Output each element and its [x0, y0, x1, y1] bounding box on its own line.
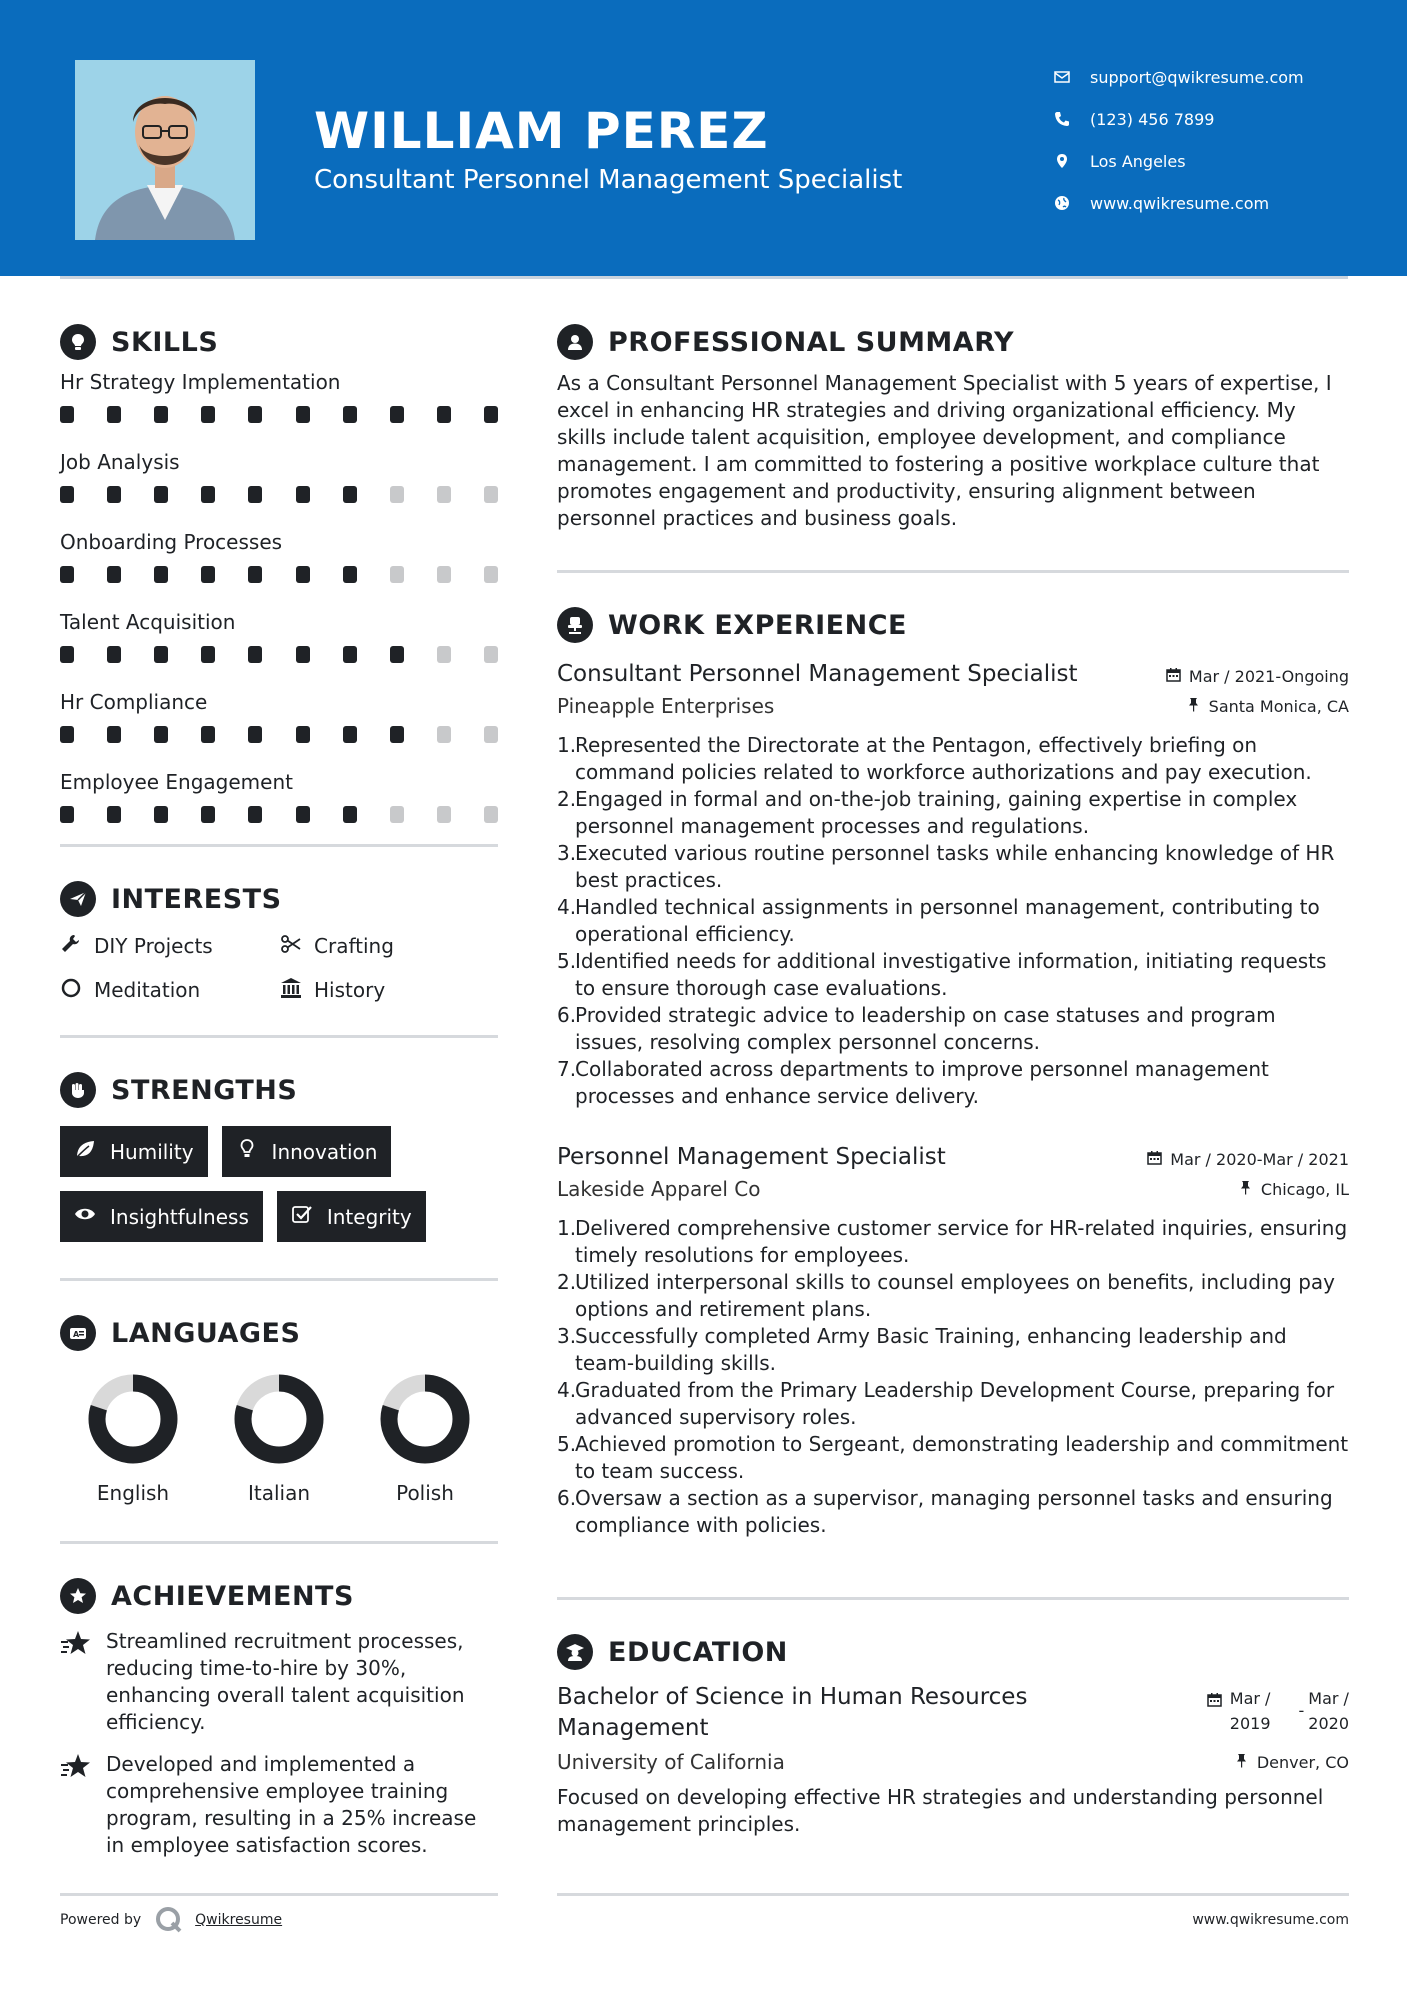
job-bullets [557, 1215, 1349, 1539]
rating-dot-filled [154, 406, 168, 423]
school-name: University of California [557, 1750, 785, 1774]
contact-website[interactable] [1054, 182, 1354, 224]
office-chair-icon [557, 607, 593, 643]
strength-chip [222, 1126, 392, 1177]
paper-plane-icon [60, 881, 96, 917]
rating-dot-empty [484, 646, 498, 663]
strength-label: Humility [110, 1139, 194, 1164]
skill-item [60, 688, 498, 762]
calendar-icon [1147, 1150, 1170, 1169]
job-bullet: Executed various routine personnel tasks while enhancing knowledge of HR best practices. [575, 841, 1335, 892]
skill-name: Talent Acquisition [60, 610, 236, 634]
job-bullet: Represented the Directorate at the Pentagon, effectively briefing on command policies related to workforce authorizations and pay execution. [575, 733, 1312, 784]
right-column [557, 320, 1349, 1838]
rating-dot-filled [390, 726, 404, 743]
skill-item [60, 448, 498, 522]
education-location [1234, 1753, 1349, 1772]
skills-list [60, 368, 498, 842]
lightbulb-icon [60, 324, 96, 360]
strengths-title: STRENGTHS [111, 1074, 298, 1106]
resume-header [0, 0, 1407, 276]
strength-chip [60, 1126, 208, 1177]
header-divider [60, 276, 1348, 279]
languages-list [60, 1373, 498, 1505]
rating-dot-empty [437, 566, 451, 583]
qwikresume-logo-icon [155, 1906, 183, 1934]
education-location-text: Denver, CO [1256, 1752, 1349, 1772]
language-proficiency-ring [87, 1373, 179, 1465]
rating-dot-empty [437, 806, 451, 823]
interest-label: Meditation [94, 978, 201, 1002]
date-separator: - [1298, 1701, 1305, 1720]
rating-dot-filled [107, 406, 121, 423]
job-location-text: Santa Monica, CA [1208, 696, 1349, 716]
pushpin-icon [1186, 697, 1209, 716]
svg-text:A: A [73, 1330, 80, 1339]
rating-dot-filled [248, 726, 262, 743]
section-divider [557, 570, 1349, 573]
section-divider [557, 1597, 1349, 1600]
job-bullet: Successfully completed Army Basic Training, enhancing leadership and team-building skills. [575, 1324, 1287, 1375]
powered-by-text: Powered by [60, 1912, 142, 1928]
education-title: EDUCATION [608, 1636, 788, 1668]
rating-dot-filled [248, 406, 262, 423]
job-location [1238, 1180, 1349, 1199]
interests-title: INTERESTS [111, 883, 282, 915]
rating-dot-filled [296, 806, 310, 823]
map-pin-icon [1054, 153, 1090, 169]
strengths-heading [60, 1068, 498, 1112]
rating-dot-filled [296, 566, 310, 583]
skill-item [60, 608, 498, 682]
strength-label: Innovation [271, 1139, 378, 1164]
calendar-icon [1166, 667, 1189, 686]
profile-photo [75, 60, 255, 240]
rating-dot-filled [154, 486, 168, 503]
achievements-title: ACHIEVEMENTS [111, 1580, 354, 1612]
job-dates [1147, 1142, 1349, 1169]
rating-dot-empty [484, 726, 498, 743]
rating-dot-filled [343, 486, 357, 503]
rating-dot-empty [390, 806, 404, 823]
achievements-heading [60, 1574, 498, 1618]
interest-label: DIY Projects [94, 934, 213, 958]
phone-text: (123) 456 7899 [1090, 109, 1215, 129]
calendar-icon [1207, 1686, 1230, 1714]
language-name: Polish [396, 1481, 454, 1505]
rating-dot-filled [343, 806, 357, 823]
job-role: Consultant Personnel Management Specialist [557, 661, 1078, 687]
skills-heading [60, 320, 498, 364]
summary-title: PROFESSIONAL SUMMARY [608, 326, 1015, 358]
experience-heading [557, 603, 1349, 647]
education-entry [557, 1682, 1349, 1838]
job-bullet: Oversaw a section as a supervisor, managing personnel tasks and ensuring compliance with policies. [575, 1486, 1333, 1537]
rating-dot-filled [201, 566, 215, 583]
achievement-text: Streamlined recruitment processes, reducing time-to-hire by 30%, enhancing overall talent acquisition efficiency. [106, 1629, 465, 1734]
education-dates [1207, 1682, 1349, 1736]
footer-right [557, 1893, 1349, 1928]
language-proficiency-ring [379, 1373, 471, 1465]
rating-dot-filled [201, 806, 215, 823]
job-bullet: Handled technical assignments in personnel management, contributing to operational efficiency. [575, 895, 1320, 946]
circle-icon [60, 977, 94, 1004]
wrench-icon [60, 933, 94, 960]
footer-divider [557, 1893, 1349, 1896]
languages-title: LANGUAGES [111, 1317, 301, 1349]
rating-dot-filled [60, 486, 74, 503]
rating-dot-filled [107, 486, 121, 503]
envelope-icon [1054, 69, 1090, 85]
job-entry [557, 1142, 1349, 1539]
achievement-text: Developed and implemented a comprehensive employee training program, resulting in a 25% increase in employee satisfaction scores. [106, 1752, 477, 1857]
section-divider [60, 1541, 498, 1544]
star-badge-icon [60, 1578, 96, 1614]
interest-item [280, 975, 498, 1005]
rating-dot-filled [107, 566, 121, 583]
phone-icon [1054, 111, 1090, 127]
user-icon [557, 324, 593, 360]
skill-name: Hr Compliance [60, 690, 208, 714]
rating-dot-filled [154, 726, 168, 743]
interest-item [60, 931, 280, 961]
rating-dot-filled [248, 806, 262, 823]
job-company: Lakeside Apparel Co [557, 1177, 761, 1201]
rating-dot-empty [437, 726, 451, 743]
rating-dot-filled [390, 406, 404, 423]
job-bullet: Engaged in formal and on-the-job training, gaining expertise in complex personnel management processes and regulations. [575, 787, 1298, 838]
job-location-text: Chicago, IL [1260, 1179, 1349, 1199]
job-dates-text: Mar / 2021-Ongoing [1188, 667, 1349, 686]
rating-dot-filled [107, 806, 121, 823]
rating-dot-empty [390, 486, 404, 503]
section-divider [60, 1278, 498, 1281]
rating-dot-filled [107, 646, 121, 663]
star-icon [60, 1751, 106, 1859]
job-role: Personnel Management Specialist [557, 1144, 946, 1170]
skill-rating [60, 796, 498, 842]
rating-dot-empty [390, 566, 404, 583]
brand-link[interactable]: Qwikresume [195, 1912, 283, 1928]
rating-dot-filled [60, 646, 74, 663]
job-company: Pineapple Enterprises [557, 694, 775, 718]
skill-rating [60, 556, 498, 602]
rating-dot-filled [201, 406, 215, 423]
rating-dot-filled [60, 566, 74, 583]
rating-dot-filled [60, 806, 74, 823]
rating-dot-filled [201, 646, 215, 663]
footer-left [60, 1893, 498, 1934]
strengths-list [60, 1126, 498, 1242]
strength-chip [60, 1191, 263, 1242]
footer-divider [60, 1893, 498, 1896]
jobs-list [557, 659, 1349, 1539]
section-divider [60, 1035, 498, 1038]
fist-icon [60, 1072, 96, 1108]
interest-item [280, 931, 498, 961]
pushpin-icon [1238, 1180, 1261, 1199]
achievement-item [60, 1751, 498, 1859]
language-name: English [96, 1481, 170, 1505]
language-name: Italian [247, 1481, 311, 1505]
languages-heading [60, 1311, 498, 1355]
section-divider [60, 844, 498, 847]
rating-dot-empty [484, 566, 498, 583]
interests-list [60, 931, 498, 1005]
summary-text: As a Consultant Personnel Management Specialist with 5 years of expertise, I excel in enhancing HR strategies and driving organizational efficiency. My skills include talent acquisition, employee development, and compliance management. I am committed to fostering a positive workplace culture that promotes engagement and productivity, ensuring alignment between personnel practices and business goals. [557, 371, 1332, 530]
rating-dot-filled [248, 646, 262, 663]
contact-list [1054, 56, 1354, 224]
pushpin-icon [1234, 1753, 1257, 1772]
rating-dot-filled [343, 646, 357, 663]
skill-name: Job Analysis [60, 450, 180, 474]
rating-dot-filled [60, 406, 74, 423]
rating-dot-empty [437, 646, 451, 663]
skill-rating [60, 396, 498, 442]
rating-dot-empty [484, 486, 498, 503]
rating-dot-filled [154, 806, 168, 823]
eye-icon [74, 1203, 110, 1230]
skill-item [60, 768, 498, 842]
candidate-title: Consultant Personnel Management Specialist [314, 165, 903, 195]
degree-name: Bachelor of Science in Human Resources Management [557, 1684, 1028, 1741]
rating-dot-filled [248, 486, 262, 503]
globe-icon [1054, 195, 1090, 211]
skill-item [60, 528, 498, 602]
candidate-name: WILLIAM PEREZ [314, 102, 769, 160]
contact-phone[interactable] [1054, 98, 1354, 140]
rating-dot-filled [296, 646, 310, 663]
rating-dot-filled [343, 726, 357, 743]
lightbulb-icon [236, 1138, 272, 1165]
contact-location [1054, 140, 1354, 182]
job-bullet: Achieved promotion to Sergeant, demonstrating leadership and commitment to team success. [575, 1432, 1349, 1483]
email-text: support@qwikresume.com [1090, 67, 1304, 87]
education-end-year: 2020 [1308, 1714, 1349, 1733]
language-item [60, 1373, 206, 1505]
rating-dot-filled [343, 566, 357, 583]
rating-dot-filled [296, 726, 310, 743]
interest-label: History [314, 978, 386, 1002]
interest-label: Crafting [314, 934, 394, 958]
language-proficiency-ring [233, 1373, 325, 1465]
rating-dot-empty [484, 806, 498, 823]
graduate-icon [557, 1634, 593, 1670]
rating-dot-filled [201, 486, 215, 503]
interest-item [60, 975, 280, 1005]
job-bullets [557, 732, 1349, 1110]
language-item [206, 1373, 352, 1505]
rating-dot-filled [201, 726, 215, 743]
skill-name: Employee Engagement [60, 770, 293, 794]
rating-dot-empty [437, 486, 451, 503]
scissors-icon [280, 933, 314, 960]
strength-chip [277, 1191, 426, 1242]
website-text: www.qwikresume.com [1090, 193, 1270, 213]
rating-dot-filled [154, 646, 168, 663]
rating-dot-filled [60, 726, 74, 743]
job-entry [557, 659, 1349, 1110]
footer-website[interactable]: www.qwikresume.com [1192, 1912, 1349, 1928]
skill-rating [60, 716, 498, 762]
job-bullet: Provided strategic advice to leadership on case statuses and program issues, resolving complex personnel concerns. [575, 1003, 1276, 1054]
skills-title: SKILLS [111, 326, 219, 358]
job-bullet: Collaborated across departments to improve personnel management processes and enhance service delivery. [575, 1057, 1269, 1108]
experience-title: WORK EXPERIENCE [608, 609, 907, 641]
rating-dot-filled [437, 406, 451, 423]
rating-dot-filled [484, 406, 498, 423]
summary-heading [557, 320, 1349, 364]
job-bullet: Utilized interpersonal skills to counsel employees on benefits, including pay options and retirement plans. [575, 1270, 1335, 1321]
rating-dot-filled [248, 566, 262, 583]
job-dates-text: Mar / 2020-Mar / 2021 [1170, 1150, 1349, 1169]
education-description: Focused on developing effective HR strategies and understanding personnel management principles. [557, 1785, 1324, 1836]
check-square-icon [291, 1203, 327, 1230]
skill-rating [60, 476, 498, 522]
interests-heading [60, 877, 498, 921]
strength-label: Insightfulness [110, 1204, 249, 1229]
rating-dot-filled [154, 566, 168, 583]
rating-dot-filled [296, 406, 310, 423]
contact-email[interactable] [1054, 56, 1354, 98]
location-text: Los Angeles [1090, 151, 1186, 171]
skill-rating [60, 636, 498, 682]
education-end-month: Mar / [1308, 1689, 1349, 1708]
strength-label: Integrity [326, 1204, 412, 1229]
skill-name: Hr Strategy Implementation [60, 370, 341, 394]
skill-item [60, 368, 498, 442]
job-bullet: Identified needs for additional investigative information, initiating requests to ensure thorough case evaluations. [575, 949, 1327, 1000]
rating-dot-filled [107, 726, 121, 743]
job-location [1186, 697, 1349, 716]
job-dates [1166, 659, 1349, 686]
star-icon [60, 1628, 106, 1736]
language-item [352, 1373, 498, 1505]
leaf-icon [74, 1138, 110, 1165]
skill-name: Onboarding Processes [60, 530, 283, 554]
rating-dot-filled [390, 646, 404, 663]
job-bullet: Graduated from the Primary Leadership Development Course, preparing for advanced supervisory roles. [575, 1378, 1335, 1429]
achievement-item [60, 1628, 498, 1736]
left-column [60, 320, 498, 1859]
education-start-month: Mar / [1229, 1689, 1271, 1708]
rating-dot-filled [343, 406, 357, 423]
education-heading [557, 1630, 1349, 1674]
job-bullet: Delivered comprehensive customer service for HR-related inquiries, ensuring timely resolutions for employees. [575, 1216, 1348, 1267]
language-icon [60, 1315, 96, 1351]
education-start-year: 2019 [1229, 1714, 1271, 1733]
rating-dot-filled [296, 486, 310, 503]
institution-icon [280, 977, 314, 1004]
